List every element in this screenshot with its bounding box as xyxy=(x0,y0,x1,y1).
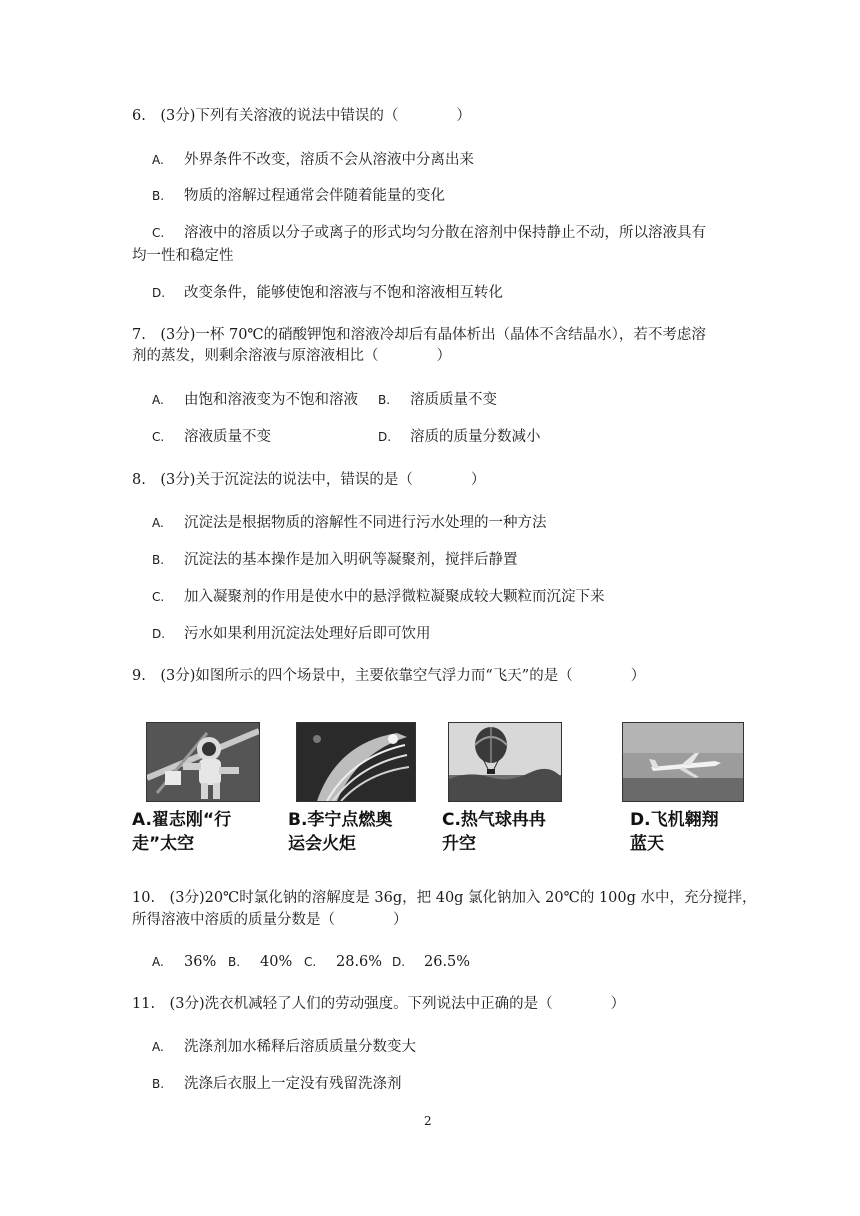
caption-line: A.翟志刚“行 xyxy=(132,810,232,830)
option-text: 污水如果利用沉淀法处理好后即可饮用 xyxy=(184,626,431,642)
question-7-option-b xyxy=(378,390,497,410)
question-7-stem-line-2: 剂的蒸发，则剩余溶液与原溶液相比（ ） xyxy=(132,348,451,364)
option-text: 沉淀法是根据物质的溶解性不同进行污水处理的一种方法 xyxy=(184,515,547,531)
option-text: 溶质的质量分数减小 xyxy=(410,429,541,445)
option-text: 改变条件，能够使饱和溶液与不饱和溶液相互转化 xyxy=(184,285,503,301)
figure-b-caption xyxy=(288,808,392,856)
question-6-option-b xyxy=(152,186,445,206)
figure-d-airplane xyxy=(620,722,770,852)
caption-line: B.李宁点燃奥 xyxy=(288,810,393,830)
option-text: 溶质质量不变 xyxy=(410,392,497,408)
question-6-option-d xyxy=(152,283,503,303)
figure-c-caption xyxy=(442,808,546,856)
torch-photo xyxy=(296,722,416,802)
question-11-stem: 11. (3分)洗衣机减轻了人们的劳动强度。下列说法中正确的是（ ） xyxy=(132,996,626,1012)
option-label: C. xyxy=(304,955,317,969)
figure-d-caption xyxy=(630,808,719,856)
option-label: A. xyxy=(152,516,164,530)
question-10-stem-line-1: 10. (3分)20℃时氯化钠的溶解度是 36g，把 40g 氯化钠加入 20℃的 100g 水中，充分搅拌， xyxy=(132,890,757,906)
hot-air-balloon-photo xyxy=(448,722,562,802)
option-label: B. xyxy=(378,393,391,407)
option-label: B. xyxy=(152,1077,165,1091)
option-label: D. xyxy=(378,430,392,444)
option-label: D. xyxy=(152,627,166,641)
question-8-option-d xyxy=(152,624,431,644)
question-10-stem-line-2: 所得溶液中溶质的质量分数是（ ） xyxy=(132,912,408,928)
option-label: B. xyxy=(152,553,165,567)
page-number: 2 xyxy=(424,1114,432,1128)
airplane-photo xyxy=(622,722,744,802)
option-text: 沉淀法的基本操作是加入明矾等凝聚剂，搅拌后静置 xyxy=(184,552,518,568)
caption-line: 蓝天 xyxy=(630,834,664,854)
option-label: D. xyxy=(152,286,166,300)
figure-c-balloon xyxy=(442,722,592,852)
question-7-stem-line-1: 7. (3分)一杯 70℃的硝酸钾饱和溶液冷却后有晶体析出（晶体不含结晶水），若不考虑溶 xyxy=(132,327,706,343)
figure-b-torch xyxy=(288,722,438,852)
option-label: B. xyxy=(152,189,165,203)
caption-line: 升空 xyxy=(442,834,476,854)
question-6-option-c-continued: 均一性和稳定性 xyxy=(132,248,234,264)
option-text: 36% xyxy=(184,954,217,970)
caption-line: 走”太空 xyxy=(132,834,195,854)
option-text: 40% xyxy=(260,954,293,970)
option-text: 26.5% xyxy=(424,954,471,970)
option-text: 洗涤剂加水稀释后溶质质量分数变大 xyxy=(184,1039,416,1055)
caption-line: 运会火炬 xyxy=(288,834,356,854)
question-8-option-b xyxy=(152,550,518,570)
question-6-stem: 6. (3分)下列有关溶液的说法中错误的（ ） xyxy=(132,108,471,124)
question-8-option-c xyxy=(152,587,605,607)
option-text: 28.6% xyxy=(336,954,383,970)
option-text: 外界条件不改变，溶质不会从溶液中分离出来 xyxy=(184,152,474,168)
option-text: 洗涤后衣服上一定没有残留洗涤剂 xyxy=(184,1076,402,1092)
question-9-stem: 9. (3分)如图所示的四个场景中，主要依靠空气浮力而“飞天”的是（ ） xyxy=(132,668,646,684)
option-text: 物质的溶解过程通常会伴随着能量的变化 xyxy=(184,188,445,204)
question-7-option-d xyxy=(378,427,541,447)
option-label: B. xyxy=(228,955,241,969)
question-6-option-a xyxy=(152,150,474,170)
question-8-option-a xyxy=(152,513,547,533)
option-text: 溶液质量不变 xyxy=(184,429,271,445)
caption-line: C.热气球冉冉 xyxy=(442,810,546,830)
option-label: A. xyxy=(152,955,164,969)
option-label: A. xyxy=(152,153,164,167)
option-label: D. xyxy=(392,955,406,969)
question-8-stem: 8. (3分)关于沉淀法的说法中，错误的是（ ） xyxy=(132,472,486,488)
option-label: A. xyxy=(152,1040,164,1054)
figure-a-caption xyxy=(132,808,231,856)
option-text: 溶液中的溶质以分子或离子的形式均匀分散在溶剂中保持静止不动，所以溶液具有 xyxy=(184,225,706,241)
figure-a-spacewalk xyxy=(132,722,282,852)
option-label: A. xyxy=(152,393,164,407)
caption-line: D.飞机翱翔 xyxy=(630,810,719,830)
option-label: C. xyxy=(152,590,165,604)
question-11-option-b xyxy=(152,1074,402,1094)
option-text: 加入凝聚剂的作用是使水中的悬浮微粒凝聚成较大颗粒而沉淀下来 xyxy=(184,589,605,605)
question-11-option-a xyxy=(152,1037,416,1057)
question-10-options xyxy=(152,952,470,972)
astronaut-photo xyxy=(146,722,260,802)
option-label: C. xyxy=(152,226,165,240)
question-7-option-c xyxy=(152,427,271,447)
option-text: 由饱和溶液变为不饱和溶液 xyxy=(184,392,358,408)
question-6-option-c xyxy=(152,223,706,243)
option-label: C. xyxy=(152,430,165,444)
question-7-option-a xyxy=(152,390,358,410)
